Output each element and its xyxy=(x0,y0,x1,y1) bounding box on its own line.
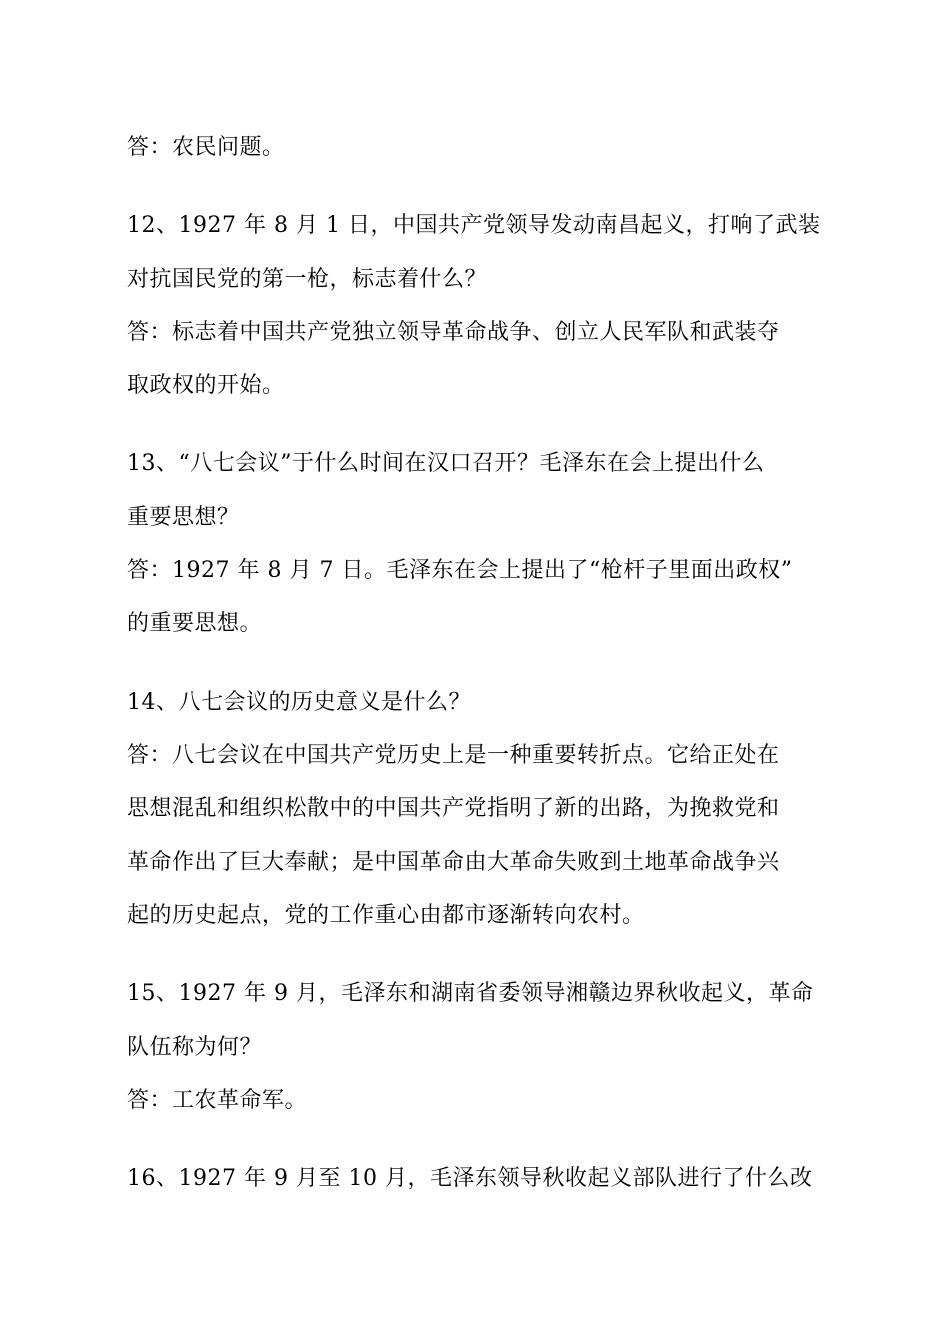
question-15-line-2: 队伍称为何？ xyxy=(127,1035,263,1060)
answer-15-line-1: 答：工农革命军。 xyxy=(127,1088,308,1113)
answer-12-line-2: 取政权的开始。 xyxy=(127,373,285,398)
answer-14-line-1: 答：八七会议在中国共产党历史上是一种重要转折点。它给正处在 xyxy=(127,743,780,768)
question-16-line-1: 16、1927 年 9 月至 10 月，毛泽东领导秋收起义部队进行了什么改 xyxy=(127,1166,813,1191)
answer-14-line-4: 起的历史起点，党的工作重心由都市逐渐转向农村。 xyxy=(127,903,645,928)
answer-14-line-3: 革命作出了巨大奉献；是中国革命由大革命失败到土地革命战争兴 xyxy=(127,850,780,875)
answer-13-line-2: 的重要思想。 xyxy=(127,611,263,636)
question-12-line-1: 12、1927 年 8 月 1 日，中国共产党领导发动南昌起义，打响了武装 xyxy=(127,213,821,238)
question-13-line-1: 13、“八七会议”于什么时间在汉口召开？毛泽东在会上提出什么 xyxy=(127,451,765,476)
answer-12-line-1: 答：标志着中国共产党独立领导革命战争、创立人民军队和武装夺 xyxy=(127,320,780,345)
answer-14-line-2: 思想混乱和组织松散中的中国共产党指明了新的出路，为挽救党和 xyxy=(127,796,780,821)
question-14-line-1: 14、八七会议的历史意义是什么？ xyxy=(127,690,471,715)
question-13-line-2: 重要思想？ xyxy=(127,505,240,530)
question-15-line-1: 15、1927 年 9 月，毛泽东和湖南省委领导湘赣边界秋收起义，革命 xyxy=(127,981,814,1006)
answer-13-line-1: 答：1927 年 8 月 7 日。毛泽东在会上提出了“枪杆子里面出政权” xyxy=(127,558,793,583)
answer-11-line-1: 答：农民问题。 xyxy=(127,135,285,160)
question-12-line-2: 对抗国民党的第一枪，标志着什么？ xyxy=(127,267,488,292)
